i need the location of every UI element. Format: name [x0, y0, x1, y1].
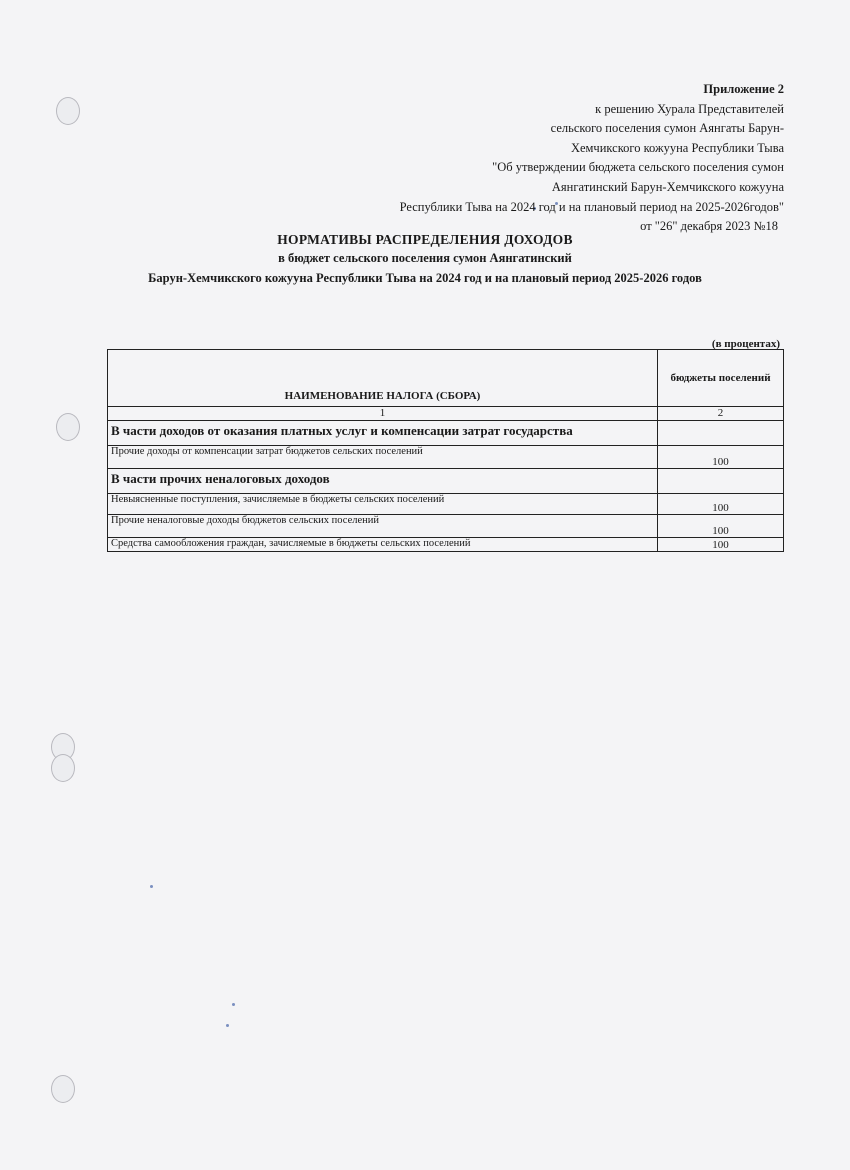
punch-hole-2	[56, 413, 80, 441]
appendix-block	[400, 80, 784, 237]
table-row	[108, 515, 784, 538]
empty-cell	[658, 421, 784, 446]
tax-name-cell: Средства самообложения граждан, зачисляемые в бюджеты сельских поселений	[108, 538, 658, 552]
appendix-line: от "26" декабря 2023 №18	[640, 219, 778, 234]
section-title: В части доходов от оказания платных услуг и компенсации затрат государства	[108, 421, 658, 446]
appendix-line: Аянгатинский Барун-Хемчикского кожууна	[551, 179, 784, 194]
norms-table	[107, 349, 784, 552]
units-note: (в процентах)	[711, 338, 780, 350]
ink-speck	[150, 885, 153, 888]
column-number: 1	[108, 407, 658, 421]
column-number: 2	[658, 407, 784, 421]
percent-cell: 100	[658, 515, 784, 538]
table-row	[108, 494, 784, 515]
ink-speck	[232, 1003, 235, 1006]
empty-cell	[658, 469, 784, 494]
ink-speck	[226, 1024, 229, 1027]
tax-name-cell: Прочие доходы от компенсации затрат бюджетов сельских поселений	[108, 446, 658, 469]
appendix-line: Республики Тыва на 2024 год и на плановый период на 2025-2026годов"	[399, 199, 784, 214]
appendix-line: Хемчикского кожууна Республики Тыва	[570, 140, 784, 155]
section-row	[108, 469, 784, 494]
percent-cell: 100	[658, 538, 784, 552]
appendix-title: Приложение 2	[703, 82, 784, 96]
table-header-row	[108, 350, 784, 407]
document-title: НОРМАТИВЫ РАСПРЕДЕЛЕНИЯ ДОХОДОВ	[277, 232, 573, 247]
punch-hole-5	[51, 1075, 75, 1103]
document-subtitle: в бюджет сельского поселения сумон Аянгатинский	[278, 251, 572, 265]
percent-cell: 100	[658, 446, 784, 469]
section-title: В части прочих неналоговых доходов	[108, 469, 658, 494]
section-row	[108, 421, 784, 446]
punch-hole-1	[56, 97, 80, 125]
table-row	[108, 446, 784, 469]
document-subtitle-2: Барун-Хемчикского кожууна Республики Тыва на 2024 год и на плановый период 2025-2026 годов	[148, 271, 702, 285]
percent-cell: 100	[658, 494, 784, 515]
header-tax-name: НАИМЕНОВАНИЕ НАЛОГА (СБОРА)	[108, 350, 658, 407]
header-settlement-budgets: бюджеты поселений	[658, 350, 784, 407]
table-row	[108, 538, 784, 552]
punch-hole-4	[51, 754, 75, 782]
tax-name-cell: Прочие неналоговые доходы бюджетов сельских поселений	[108, 515, 658, 538]
tax-name-cell: Невыясненные поступления, зачисляемые в бюджеты сельских поселений	[108, 494, 658, 515]
column-number-row	[108, 407, 784, 421]
appendix-line: "Об утверждении бюджета сельского поселения сумон	[492, 160, 784, 175]
appendix-line: сельского поселения сумон Аянгаты Барун-	[550, 121, 784, 136]
appendix-line: к решению Хурала Представителей	[595, 101, 784, 116]
